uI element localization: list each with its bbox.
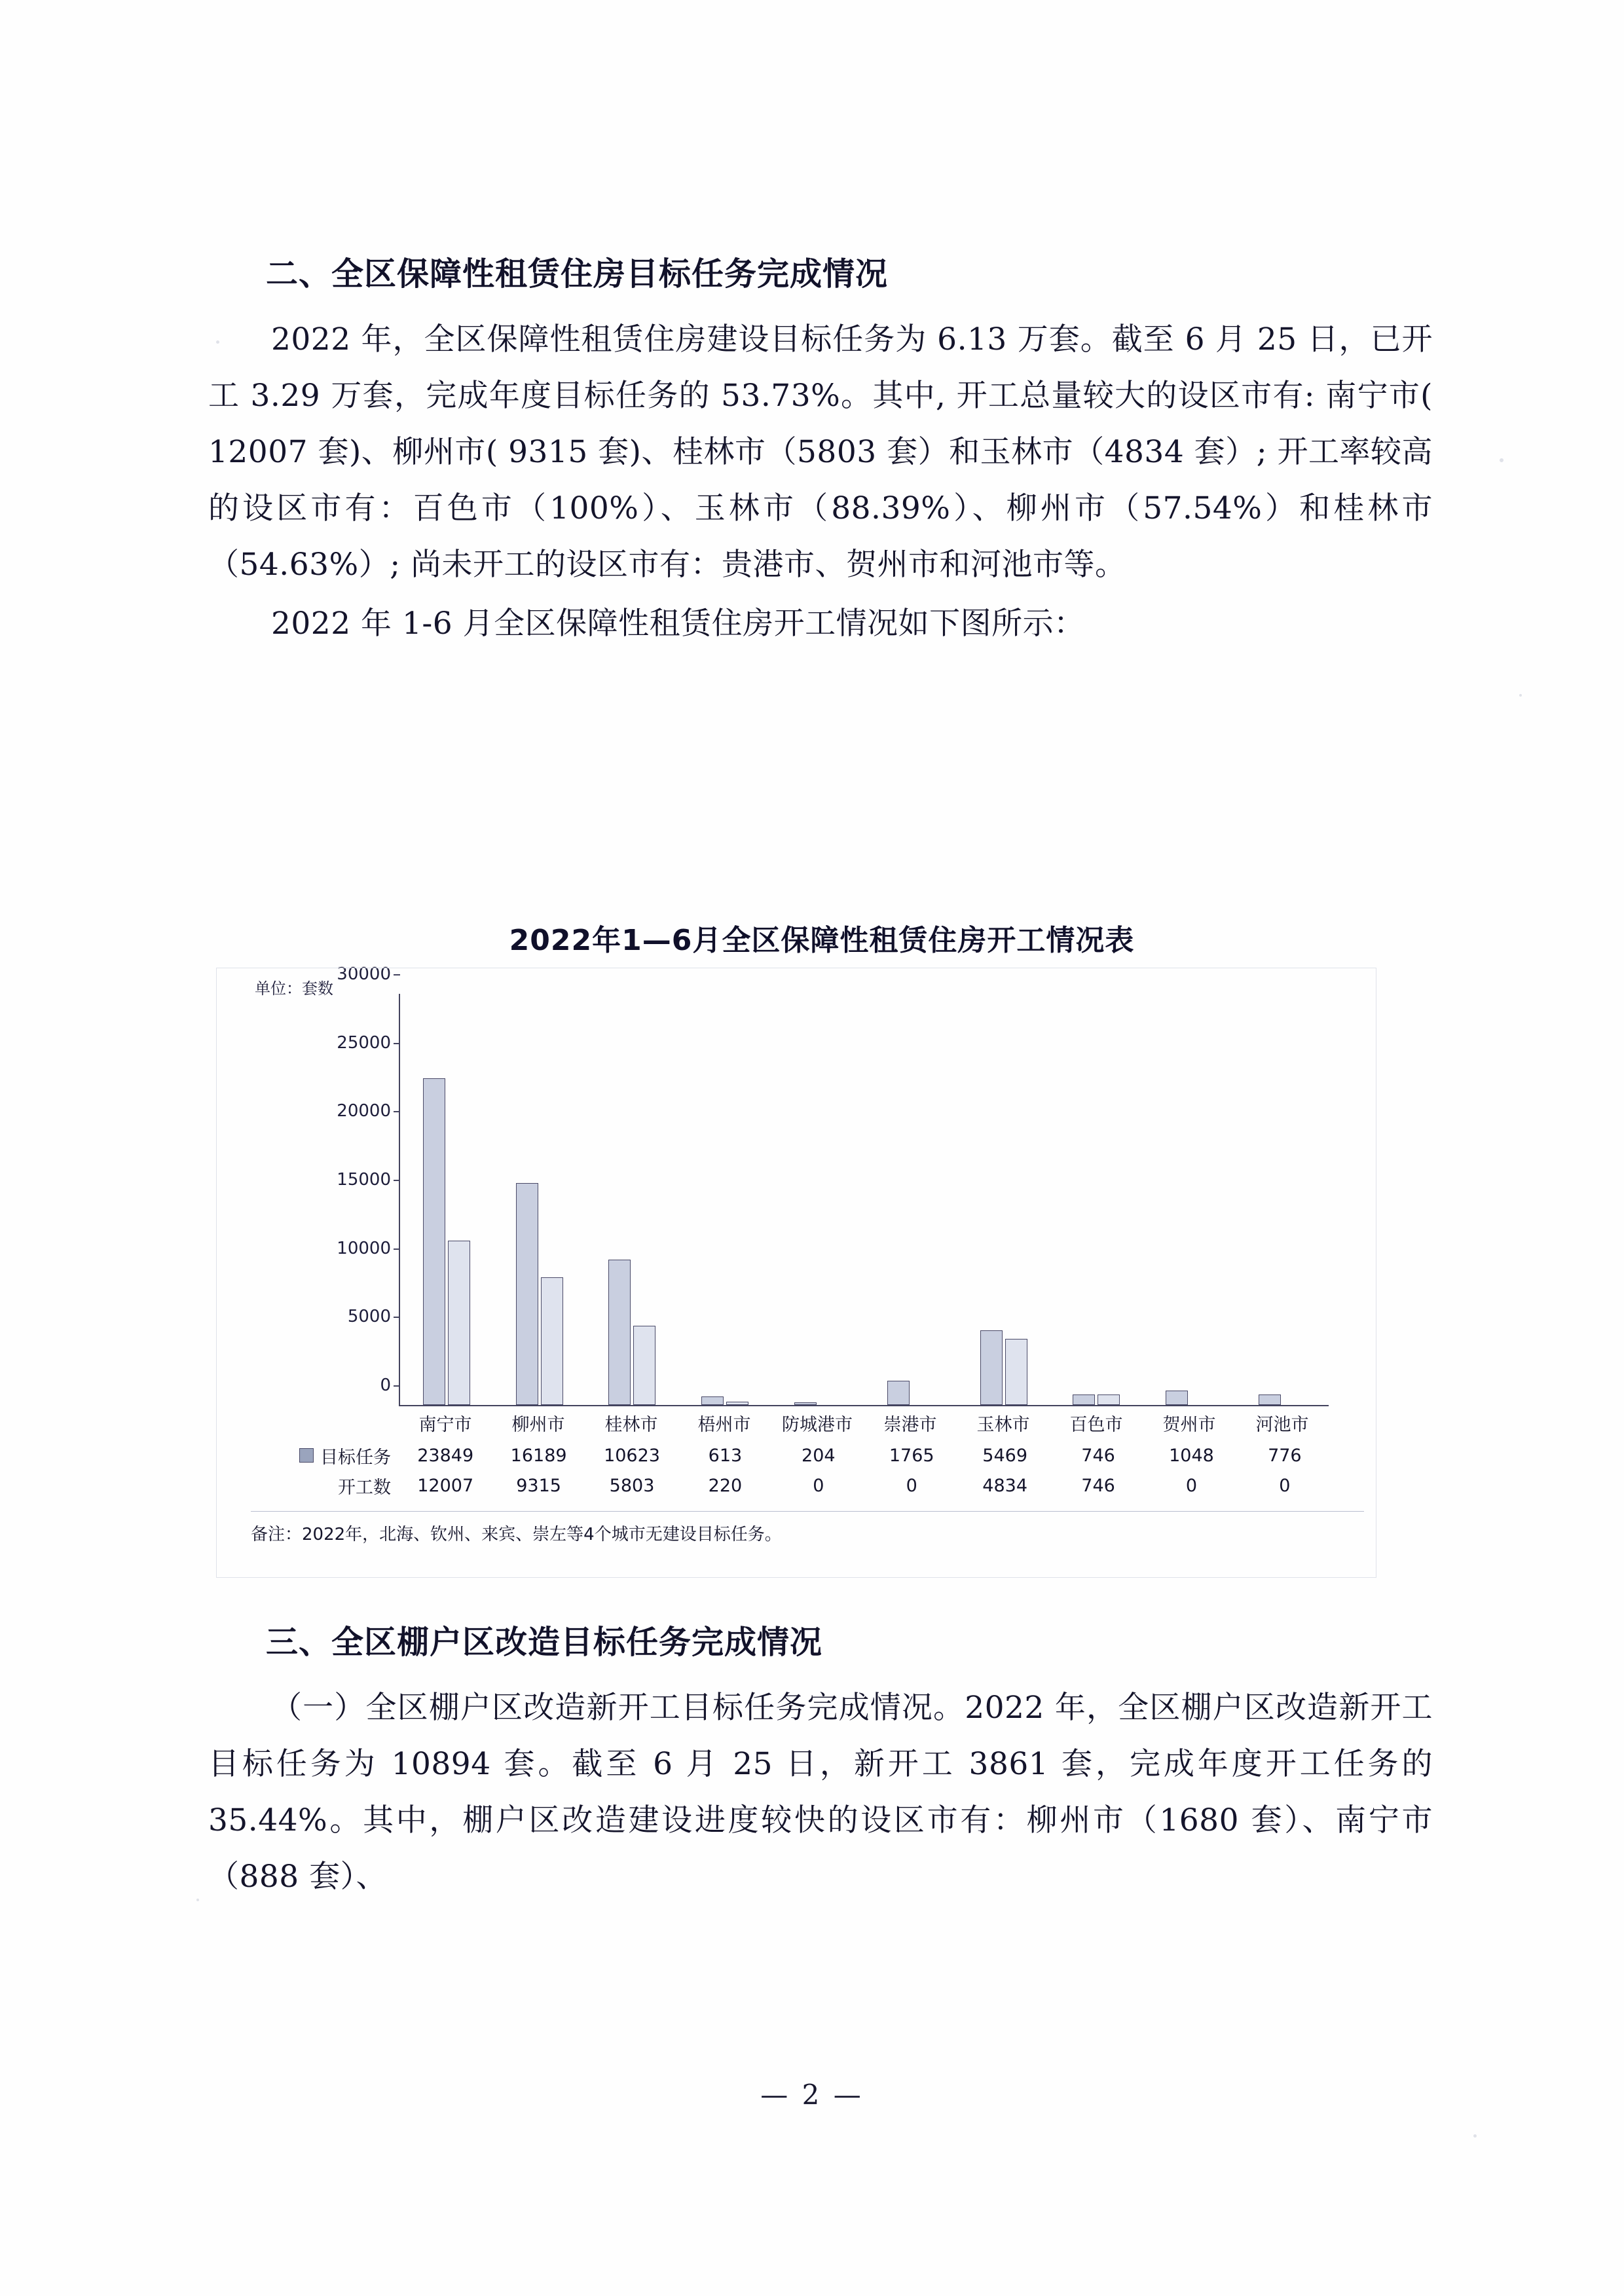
chart-bar [701,1396,724,1405]
table-cell: 1048 [1169,1445,1214,1466]
chart-bar-group [1050,994,1143,1405]
chart-y-tick: 15000 [337,1170,400,1190]
chart-x-label: 贺州市 [1162,1415,1216,1435]
table-cell: 204 [802,1445,836,1466]
chart-bar-group [678,994,771,1405]
legend-item-started [244,1473,399,1499]
table-cell: 4834 [982,1475,1027,1496]
series-label-target: 目标任务 [320,1447,391,1468]
table-cell: 776 [1268,1445,1302,1466]
chart-x-label: 百色市 [1069,1415,1123,1435]
chart-x-label: 河池市 [1255,1415,1309,1435]
chart-container [232,917,1411,1546]
document-body-2 [208,1617,1433,1908]
chart-bar-group [864,994,957,1405]
chart-bar [887,1381,910,1405]
chart-bar [608,1260,631,1405]
chart-bar-group [957,994,1050,1405]
chart-title: 2022年1—6月全区保障性租赁住房开工情况表 [509,924,1135,957]
table-cell: 23849 [417,1445,474,1466]
chart-bars [400,994,1329,1405]
chart-bar [541,1277,563,1405]
chart-bar [726,1402,748,1405]
table-cell: 746 [1081,1475,1115,1496]
table-cell: 9315 [516,1475,561,1496]
chart-bar [633,1326,655,1405]
paragraph-3-1: （一）全区棚户区改造新开工目标任务完成情况。2022 年，全区棚户区改造新开工目标任务为 10894 套。截至 6 月 25 日，新开工 3861 套，完成年度开工任务的 35.44%。其中，棚户区改造建设进度较快的设区市有：柳州市（1680 套）、南宁市（888 套）、 [208,1690,1433,1895]
chart-x-label: 南宁市 [418,1415,472,1435]
chart-y-tick: 0 [380,1376,400,1395]
chart-x-label: 桂林市 [604,1415,658,1435]
table-cell: 220 [708,1475,743,1496]
chart-bar [1005,1339,1027,1405]
series-label-started: 开工数 [338,1477,391,1498]
chart-bar-group [586,994,679,1405]
table-cell: 1765 [889,1445,934,1466]
table-cell: 0 [1185,1475,1198,1496]
chart-x-label: 柳州市 [511,1415,565,1435]
table-cell: 0 [813,1475,824,1496]
chart-bar-group [1236,994,1329,1405]
table-cell: 5803 [609,1475,655,1496]
table-values-started [399,1476,1331,1496]
chart-y-tick: 30000 [337,964,400,984]
chart-x-label: 崇港市 [883,1415,937,1435]
chart-bar-group [400,994,493,1405]
chart-x-label: 防城港市 [782,1415,853,1435]
chart-x-axis-labels [399,1410,1329,1436]
table-row [244,1470,1331,1501]
table-cell: 16189 [510,1445,567,1466]
section-heading-2: 二、全区保障性租赁住房目标任务完成情况 [266,255,889,293]
table-cell: 0 [906,1475,917,1496]
chart-y-tick: 5000 [348,1307,400,1326]
chart-plot-area [244,964,1423,1546]
chart-y-tick: 25000 [337,1033,400,1053]
chart-bar [1166,1391,1188,1405]
paragraph-2-1: 2022 年，全区保障性租赁住房建设目标任务为 6.13 万套。截至 6 月 25 日，已开工 3.29 万套，完成年度目标任务的 53.73%。其中, 开工总量较大的设区市有: 南宁市( 12007 套)、柳州市( 9315 套)、桂林市（5803 套）和玉林市（4834 套）; 开工率较高的设区市有：百色市（100%）、玉林市（88.39%）、柳州市（57.54%）和桂林市（54.63%）; 尚未开工的设区市有：贵港市、贺州市和河池市等。 [208,321,1433,583]
legend-swatch-icon [299,1448,314,1463]
section-heading-3: 三、全区棚户区改造目标任务完成情况 [266,1624,823,1661]
legend-item-target [244,1443,399,1468]
table-values-target [399,1446,1331,1466]
table-cell: 10623 [604,1445,660,1466]
table-cell: 746 [1081,1445,1115,1466]
chart-x-label: 梧州市 [697,1415,751,1435]
chart-bar-group [771,994,864,1405]
chart-bar-group [493,994,586,1405]
chart-bar-group [1143,994,1236,1405]
chart-bar [1073,1394,1095,1405]
chart-bar [1259,1394,1281,1405]
chart-bar [1098,1394,1120,1405]
chart-x-label: 玉林市 [976,1415,1030,1435]
table-cell: 0 [1279,1475,1291,1496]
table-cell: 12007 [417,1475,474,1496]
chart-note: 备注：2022年，北海、钦州、来宾、崇左等4个城市无建设目标任务。 [251,1511,1364,1545]
table-cell: 613 [708,1445,743,1466]
chart-bar [516,1183,538,1405]
paragraph-2-2: 2022 年 1-6 月全区保障性租赁住房开工情况如下图所示： [271,606,1085,642]
page-number: — 2 — [760,2079,864,2111]
chart-bar [448,1241,470,1405]
table-row [244,1440,1331,1470]
document-body [208,249,1433,655]
chart-bar [980,1330,1003,1405]
chart-axes [337,964,1329,1406]
chart-data-table [244,1440,1331,1501]
chart-bar [794,1402,817,1405]
chart-y-tick: 20000 [337,1101,400,1121]
chart-bar [423,1078,445,1405]
chart-y-tick: 10000 [337,1239,400,1258]
chart-unit-label: 单位：套数 [255,979,333,998]
table-cell: 5469 [982,1445,1027,1466]
